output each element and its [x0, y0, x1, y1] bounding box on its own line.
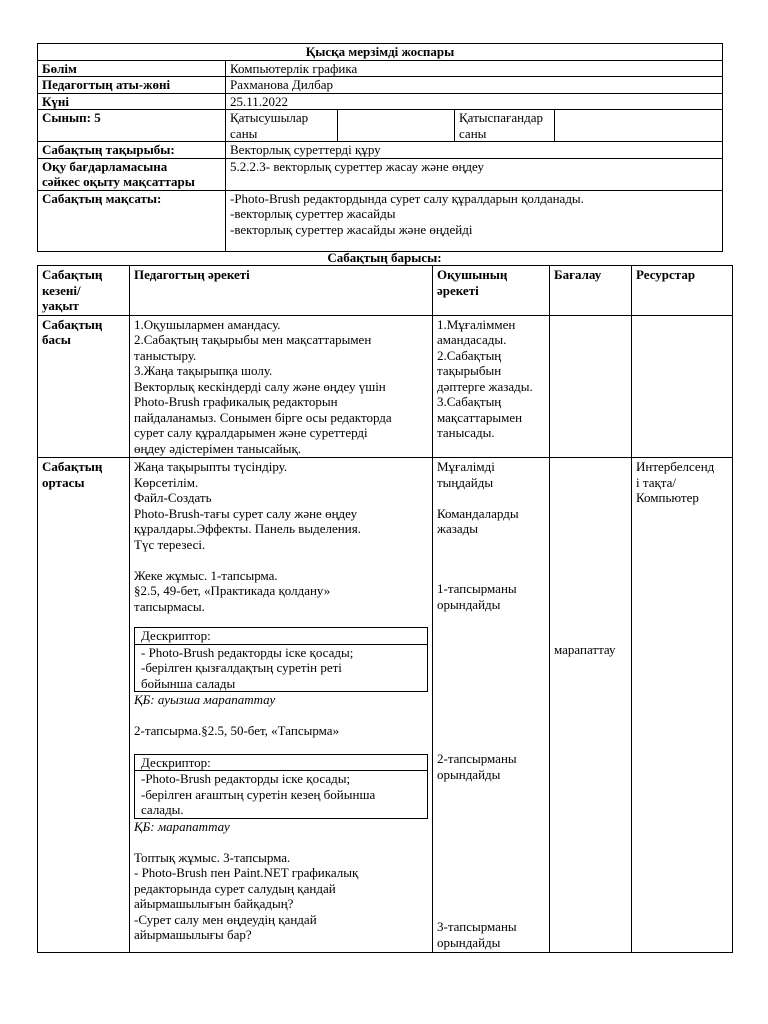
- teacher-name-value: Рахманова Дилбар: [226, 77, 723, 94]
- feedback-1: ҚБ: ауызша марапаттау: [134, 692, 276, 707]
- teacher-name-label: Педагогтың аты-жөні: [38, 77, 226, 94]
- middle-stage: Сабақтың ортасы: [38, 458, 130, 953]
- progress-caption: Сабақтың барысы:: [327, 250, 442, 265]
- task-2: 2-тапсырма.§2.5, 50-бет, «Тапсырма»: [134, 723, 340, 738]
- aims-label: Сабақтың мақсаты:: [38, 190, 226, 251]
- present-value: [338, 110, 455, 142]
- col-resources: Ресурстар: [632, 266, 733, 316]
- topic-label: Сабақтың тақырыбы:: [38, 142, 226, 159]
- lesson-plan-header-table: [37, 43, 723, 252]
- middle-student: Мұғалімді тыңдайды Командаларды жазады 1-тапсырманы орындайды 2-тапсырманы орындайды 3-тапсырманы орындайды: [433, 458, 550, 953]
- middle-assessment: [550, 458, 632, 953]
- date-value: 25.11.2022: [226, 93, 723, 110]
- start-resources: [632, 315, 733, 458]
- col-stage: Сабақтың кезені/ уақыт: [38, 266, 130, 316]
- col-teacher: Педагогтың әрекеті: [130, 266, 433, 316]
- lesson-progress-table: [37, 265, 733, 953]
- middle-teacher: Жаңа тақырыпты түсіндіру. Көрсетілім. Файл-Создать Photo-Brush-тағы сурет салу және өңдеу құралдары.Эффекты. Панель выделения. Түс терезесі. Жеке жұмыс. 1-тапсырма. §2.5, 49-бет, «Практикада қолдану» тапсырмасы. Дескриптор: - Photo-Brush редакторды іске қосады; -берілген қызғалдақтың суретін реті бойынша салады ҚБ: ауызша марапаттау 2-тапсырма.§2.5, 50-бет, «Тапсырма» Дескриптор: -Photo-Brush редакторды іске қосады; -берілген ағаштың суретін кезең бойынша салады. ҚБ: марапаттау Топтық жұмыс. 3-тапсырма. - Photo-Brush пен Paint.NET графикалық редакторында сурет салудың қандай айырмашылығын байқадың? -Сурет салу мен өңдеудің қандай айырмашылығы бар?: [130, 458, 433, 953]
- topic-value: Векторлық суреттерді құру: [226, 142, 723, 159]
- present-label: Қатысушылар саны: [226, 110, 338, 142]
- descriptor-1-title: Дескриптор:: [135, 628, 427, 645]
- col-assessment: Бағалау: [550, 266, 632, 316]
- descriptor-1-body: - Photo-Brush редакторды іске қосады; -берілген қызғалдақтың суретін реті бойынша салады: [141, 644, 354, 691]
- section-label: Бөлім: [38, 60, 226, 77]
- progress-header-row: [38, 266, 733, 316]
- descriptor-2-body: -Photo-Brush редакторды іске қосады; -берілген ағаштың суретін кезең бойынша салады.: [141, 771, 376, 817]
- class-label: Сынып: 5: [38, 110, 226, 142]
- objectives-value: 5.2.2.3- векторлық суреттер жасау және өңдеу: [226, 158, 723, 190]
- absent-label: Қатыспағандар саны: [455, 110, 555, 142]
- feedback-2: ҚБ: марапаттау: [134, 818, 230, 834]
- section-value: Компьютерлік графика: [226, 60, 723, 77]
- start-teacher: 1.Оқушылармен амандасу. 2.Сабақтың тақырыбы мен мақсаттарымен таныстыру. 3.Жаңа тақырыпқа шолу. Векторлық кескіндерді салу және өңдеу үшін Photo-Brush графикалық редакторын пайдаланамыз. Сонымен бірге осы редакторда сурет салу құралдарымен және суреттерді өңдеу әдістерімен танысайық.: [130, 315, 433, 458]
- start-row: [38, 315, 733, 458]
- start-assessment: [550, 315, 632, 458]
- descriptor-box-1: [134, 627, 428, 692]
- aims-value: -Photo-Brush редактордында сурет салу құралдарын қолданады. -векторлық суреттер жасайды -векторлық суреттер жасайды және өңдейді: [226, 190, 723, 251]
- assessment-text: марапаттау: [554, 642, 616, 657]
- middle-resources: Интербелсенд і тақта/ Компьютер: [632, 458, 733, 953]
- middle-row: [38, 458, 733, 953]
- start-student: 1.Мұғаліммен амандасады. 2.Сабақтың тақырыбын дәптерге жазады. 3.Сабақтың мақсаттарымен танысады.: [433, 315, 550, 458]
- col-student: Оқушының әрекеті: [433, 266, 550, 316]
- date-label: Күні: [38, 93, 226, 110]
- descriptor-box-2: [134, 754, 428, 819]
- absent-value: [555, 110, 723, 142]
- descriptor-2-title: Дескриптор:: [135, 755, 427, 772]
- start-stage: Сабақтың басы: [38, 315, 130, 458]
- plan-title: Қысқа мерзімді жоспары: [38, 44, 723, 61]
- objectives-label: Оқу бағдарламасына сәйкес оқыту мақсаттары: [38, 158, 226, 190]
